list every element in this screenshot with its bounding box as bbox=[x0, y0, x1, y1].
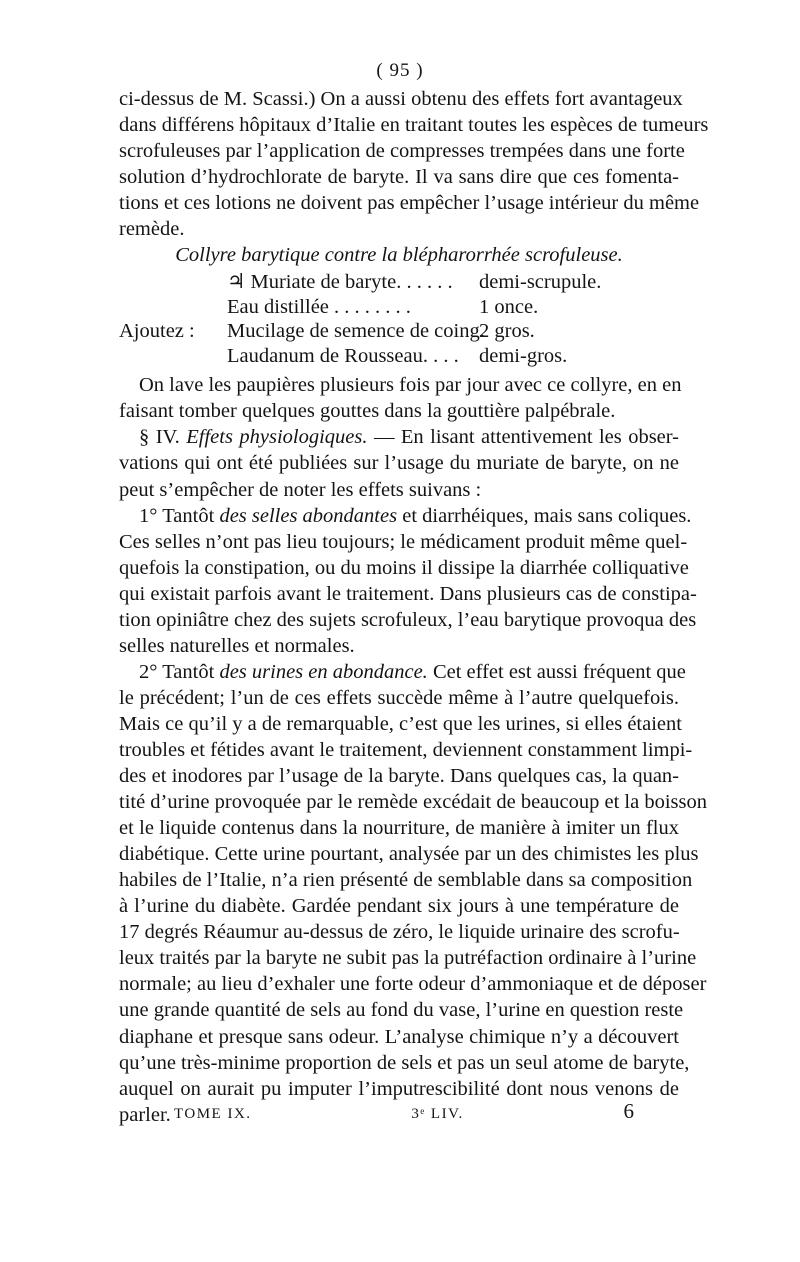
text-line: tions et ces lotions ne doivent pas empêcher l’usage intérieur du même bbox=[119, 192, 700, 215]
effect-lead: Tantôt bbox=[162, 504, 215, 527]
text-line: dans différens hôpitaux d’Italie en traitant toutes les espèces de tumeurs bbox=[119, 114, 709, 137]
text-line: le précédent; l’un de ces effets succède même à l’autre quelquefois. bbox=[119, 686, 679, 709]
recipe-ingredient: Laudanum de Rousseau. . . . bbox=[227, 344, 459, 367]
recipe-dose: demi-gros. bbox=[479, 344, 568, 367]
recipe-prefix bbox=[119, 270, 227, 295]
text-line: diaphane et presque sans odeur. L’analyse chimique n’y a découvert bbox=[119, 1025, 679, 1048]
signature-mark: 6 bbox=[623, 1099, 634, 1123]
text-line: tité d’urine provoquée par le remède excédait de beaucoup et la boisson bbox=[119, 791, 707, 814]
recipe-dose: demi-scrupule. bbox=[479, 271, 602, 294]
text-line: auquel on aurait pu imputer l’imputrescibilité dont nous venons de bbox=[119, 1077, 679, 1100]
effect-line-rest: et diarrhéiques, mais sans coliques. bbox=[402, 504, 692, 527]
recipe-ingredient: ♃ Muriate de baryte. . . . . . bbox=[227, 271, 453, 294]
recipe-title: Collyre barytique contre la blépharorrhée scrofuleuse. bbox=[175, 244, 623, 267]
recipe-prefix bbox=[119, 295, 227, 320]
recipe-table bbox=[119, 270, 679, 368]
effect-italic: des selles abondantes bbox=[219, 504, 398, 527]
recipe-prefix: Ajoutez : bbox=[119, 320, 195, 343]
recipe-row bbox=[119, 344, 679, 369]
section-line-rest: — En lisant attentivement les obser- bbox=[373, 426, 680, 449]
section-title: Effets physiologiques. bbox=[186, 426, 368, 449]
text-line: qui existait parfois avant le traitement. Dans plusieurs cas de constipa- bbox=[119, 582, 697, 605]
recipe-dose: 1 once. bbox=[479, 295, 539, 318]
text-line: qu’une très-minime proportion de sels et pas un seul atome de baryte, bbox=[119, 1051, 690, 1074]
text-line: faisant tomber quelques gouttes dans la gouttière palpébrale. bbox=[119, 400, 616, 423]
text-line: et le liquide contenus dans la nourriture, de manière à imiter un flux bbox=[119, 817, 679, 840]
recipe-ingredient: Eau distillée . . . . . . . . bbox=[227, 295, 411, 318]
text-line: une grande quantité de sels au fond du vase, l’urine en question reste bbox=[119, 999, 684, 1022]
text-line: quefois la constipation, ou du moins il dissipe la diarrhée colliquative bbox=[119, 556, 689, 579]
text-line: remède. bbox=[119, 218, 185, 241]
section-mark: § IV. bbox=[139, 426, 180, 449]
recipe-row bbox=[119, 319, 679, 344]
text-line: scrofuleuses par l’application de compresses trempées dans une forte bbox=[119, 140, 685, 163]
paragraph-1 bbox=[119, 86, 709, 242]
text-line: normale; au lieu d’exhaler une forte odeur d’ammoniaque et de déposer bbox=[119, 973, 707, 996]
effect-italic: des urines en abondance. bbox=[219, 660, 428, 683]
recipe-row bbox=[119, 295, 679, 320]
text-line: troubles et fétides avant le traitement, deviennent constamment limpi- bbox=[119, 738, 693, 761]
text-line: tion opiniâtre chez des sujets scrofuleux, l’eau barytique provoqua des bbox=[119, 608, 697, 631]
text-line: vations qui ont été publiées sur l’usage du muriate de baryte, on ne bbox=[119, 452, 679, 475]
text-line: ci-dessus de M. Scassi.) On a aussi obtenu des effets fort avantageux bbox=[119, 88, 683, 110]
recipe-ingredient: Mucilage de semence de coing. bbox=[227, 320, 485, 343]
page-footer bbox=[174, 1099, 634, 1124]
section-heading-line bbox=[119, 424, 679, 450]
effect-number: 2° bbox=[139, 660, 158, 683]
body-text bbox=[119, 86, 709, 1128]
effect-2 bbox=[119, 659, 707, 1128]
effect-heading-line bbox=[119, 659, 686, 685]
effect-line-rest: Cet effet est aussi fréquent que bbox=[432, 660, 686, 683]
page-number: ( 95 ) bbox=[376, 60, 424, 81]
section-iv bbox=[119, 424, 679, 502]
recipe-row bbox=[119, 270, 679, 295]
text-line: Mais ce qu’il y a de remarquable, c’est que les urines, si elles étaient bbox=[119, 712, 682, 735]
text-line: habiles de l’Italie, n’a rien présenté de semblable dans sa composition bbox=[119, 869, 693, 892]
recipe-dose: 2 gros. bbox=[479, 320, 535, 343]
effect-heading-line bbox=[119, 503, 692, 529]
text-line: diabétique. Cette urine pourtant, analysée par un des chimistes les plus bbox=[119, 843, 699, 866]
footer-livraison: 3ᵉ LIV. bbox=[411, 1106, 464, 1122]
text-line: selles naturelles et normales. bbox=[119, 634, 355, 657]
text-line: à l’urine du diabète. Gardée pendant six jours à une température de bbox=[119, 895, 679, 918]
text-line: Ces selles n’ont pas lieu toujours; le médicament produit même quel- bbox=[119, 530, 688, 553]
effect-number: 1° bbox=[139, 504, 158, 527]
text-line: 17 degrés Réaumur au-dessus de zéro, le liquide urinaire des scrofu- bbox=[119, 921, 680, 944]
text-line: On lave les paupières plusieurs fois par jour avec ce collyre, en en bbox=[139, 374, 682, 397]
text-line: leux traités par la baryte ne subit pas la putréfaction ordinaire à l’urine bbox=[119, 947, 697, 970]
text-line: des et inodores par l’usage de la baryte. Dans quelques cas, la quan- bbox=[119, 765, 679, 788]
text-line: solution d’hydrochlorate de baryte. Il va sans dire que ces fomenta- bbox=[119, 166, 679, 189]
footer-volume: TOME IX. bbox=[174, 1106, 252, 1122]
effect-1 bbox=[119, 503, 697, 659]
text-line: peut s’empêcher de noter les effets suivans : bbox=[119, 478, 482, 501]
text-line: parler. bbox=[119, 1103, 171, 1126]
paragraph-2 bbox=[119, 372, 682, 424]
recipe-prefix bbox=[119, 344, 227, 369]
effect-lead: Tantôt bbox=[162, 660, 215, 683]
